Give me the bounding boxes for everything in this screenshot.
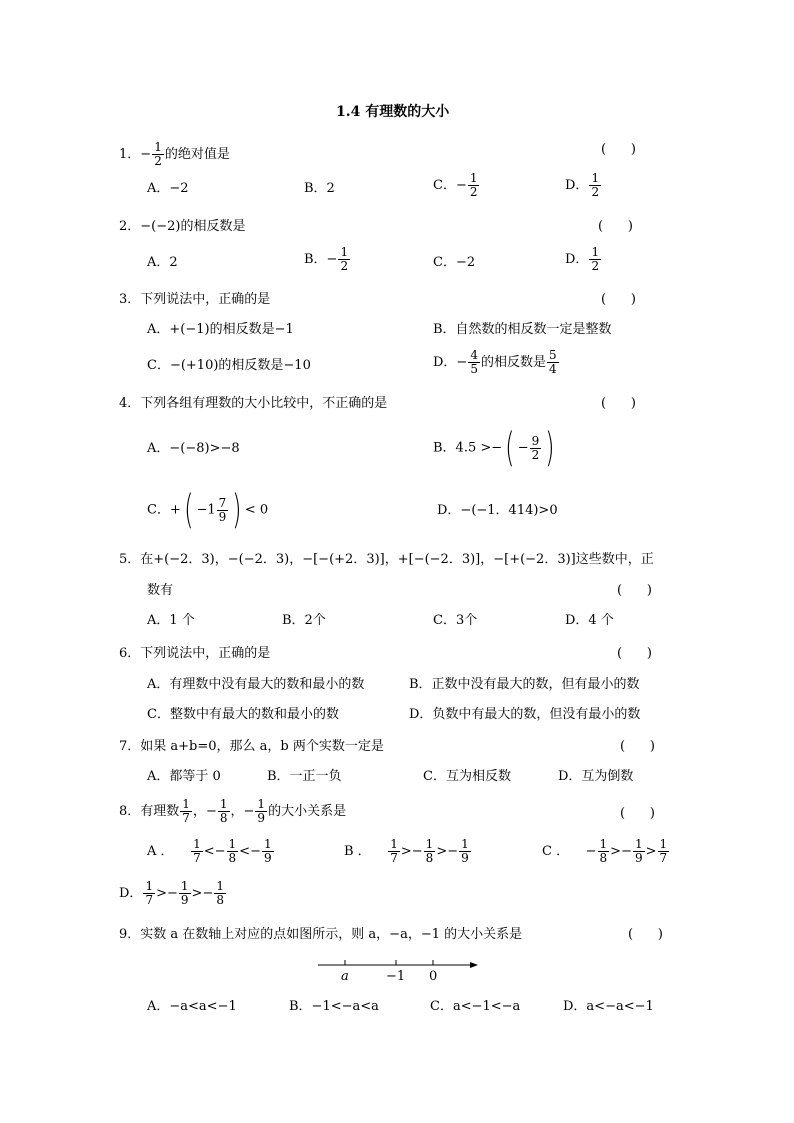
q2-stem: 2．−(−2)的相反数是 bbox=[119, 219, 246, 234]
q5-option-d: D．4 个 bbox=[565, 613, 614, 628]
q9-stem: 9．实数 a 在数轴上对应的点如图所示，则 a，−a，−1 的大小关系是 bbox=[119, 927, 523, 942]
axis-label-zero: 0 bbox=[429, 969, 438, 983]
q3-stem: 3．下列说法中，正确的是 bbox=[119, 292, 271, 307]
q5-stem-line2: 数有 bbox=[147, 583, 174, 598]
answer-bracket: ( ) bbox=[598, 219, 633, 234]
q7-option-a: A．都等于 0 bbox=[147, 769, 221, 784]
axis-label-a: a bbox=[341, 969, 349, 983]
q4-option-d: D．−(−1．414)>0 bbox=[437, 503, 558, 518]
answer-bracket: ( ) bbox=[617, 646, 652, 661]
q6-option-a: A．有理数中没有最大的数和最小的数 bbox=[147, 677, 365, 692]
q4-stem: 4．下列各组有理数的大小比较中，不正确的是 bbox=[119, 396, 388, 411]
q6-option-d: D．负数中有最大的数，但没有最小的数 bbox=[409, 707, 641, 722]
q4-option-c: C．+( −1 $\frac{7}{9}$ ) < 0 bbox=[147, 487, 269, 533]
axis-label-minus-one: −1 bbox=[386, 969, 406, 983]
answer-bracket: ( ) bbox=[601, 396, 636, 411]
q3-option-d: D．− $\frac{4}{5}$ 的相反数是 $\frac{5}{4}$ bbox=[433, 348, 557, 376]
page-title: 1.4 有理数的大小 bbox=[336, 104, 450, 120]
q5-option-c: C．3个 bbox=[433, 613, 478, 628]
q7-option-b: B．一正一负 bbox=[267, 769, 342, 784]
q5-option-a: A．1 个 bbox=[147, 613, 195, 628]
q4-option-b: B．4.5 >−( − $\frac{9}{2}$ ) bbox=[433, 425, 555, 471]
q8-option-d: D． $\frac{1}{7}$ >− $\frac{1}{9}$ >− $\frac{1}{8}$ bbox=[119, 879, 224, 907]
q7-option-c: C．互为相反数 bbox=[423, 769, 511, 784]
q5-stem-line1: 5．在+(−2．3)，−(−2．3)，−[−(+2．3)]，+[−(−2．3)]，−[+(−2．3)]这些数中，正 bbox=[119, 552, 654, 567]
answer-bracket: ( ) bbox=[620, 806, 655, 821]
q3-option-c: C．−(+10)的相反数是−10 bbox=[147, 358, 311, 373]
q7-stem: 7．如果 a+b=0，那么 a，b 两个实数一定是 bbox=[119, 739, 384, 754]
q2-option-d: D． $\frac{1}{2}$ bbox=[565, 245, 600, 273]
q8-option-c: C ． − $\frac{1}{8}$ >− $\frac{1}{9}$ > $\frac{1}{7}$ bbox=[542, 837, 668, 865]
number-line bbox=[312, 955, 484, 983]
q8-option-a: A ． $\frac{1}{7}$ <− $\frac{1}{8}$ <− $\frac{1}{9}$ bbox=[147, 837, 272, 865]
q1-option-d: D． $\frac{1}{2}$ bbox=[565, 171, 600, 199]
q1-option-c: C．− $\frac{1}{2}$ bbox=[433, 171, 478, 199]
q4-option-a: A．−(−8)>−8 bbox=[147, 441, 240, 456]
q1-number: 1． bbox=[119, 147, 141, 162]
answer-bracket: ( ) bbox=[601, 142, 636, 157]
answer-bracket: ( ) bbox=[601, 292, 636, 307]
axis-arrow bbox=[470, 962, 478, 968]
q1-option-a: A．−2 bbox=[147, 181, 189, 196]
q8-option-b: B ． $\frac{1}{7}$ >− $\frac{1}{8}$ >− $\frac{1}{9}$ bbox=[344, 837, 469, 865]
fraction: $\frac{1}{2}$ bbox=[154, 140, 162, 168]
answer-bracket: ( ) bbox=[617, 583, 652, 598]
q3-option-b: B．自然数的相反数一定是整数 bbox=[433, 322, 612, 337]
q2-option-c: C．−2 bbox=[433, 255, 476, 270]
q1-stem: 1．− $\frac{1}{2}$ 的绝对值是 bbox=[119, 140, 230, 168]
q2-option-a: A．2 bbox=[147, 255, 178, 270]
q2-option-b: B．− $\frac{1}{2}$ bbox=[304, 245, 349, 273]
answer-bracket: ( ) bbox=[620, 739, 655, 754]
q6-option-c: C．整数中有最大的数和最小的数 bbox=[147, 707, 339, 722]
q9-option-c: C．a<−1<−a bbox=[430, 999, 521, 1014]
answer-bracket: ( ) bbox=[628, 927, 663, 942]
q5-option-b: B．2个 bbox=[282, 613, 326, 628]
q8-stem: 8．有理数 $\frac{1}{7}$ ，− $\frac{1}{8}$ ，− $\frac{1}{9}$ 的大小关系是 bbox=[119, 797, 347, 825]
q9-option-a: A．−a<a<−1 bbox=[147, 999, 237, 1014]
q9-option-d: D．a<−a<−1 bbox=[563, 999, 654, 1014]
q6-stem: 6．下列说法中，正确的是 bbox=[119, 646, 271, 661]
q9-option-b: B．−1<−a<a bbox=[289, 999, 379, 1014]
q1-option-b: B．2 bbox=[304, 181, 335, 196]
q3-option-a: A．+(−1)的相反数是−1 bbox=[147, 322, 294, 337]
q7-option-d: D．互为倒数 bbox=[558, 769, 634, 784]
q6-option-b: B．正数中没有最大的数，但有最小的数 bbox=[409, 677, 640, 692]
